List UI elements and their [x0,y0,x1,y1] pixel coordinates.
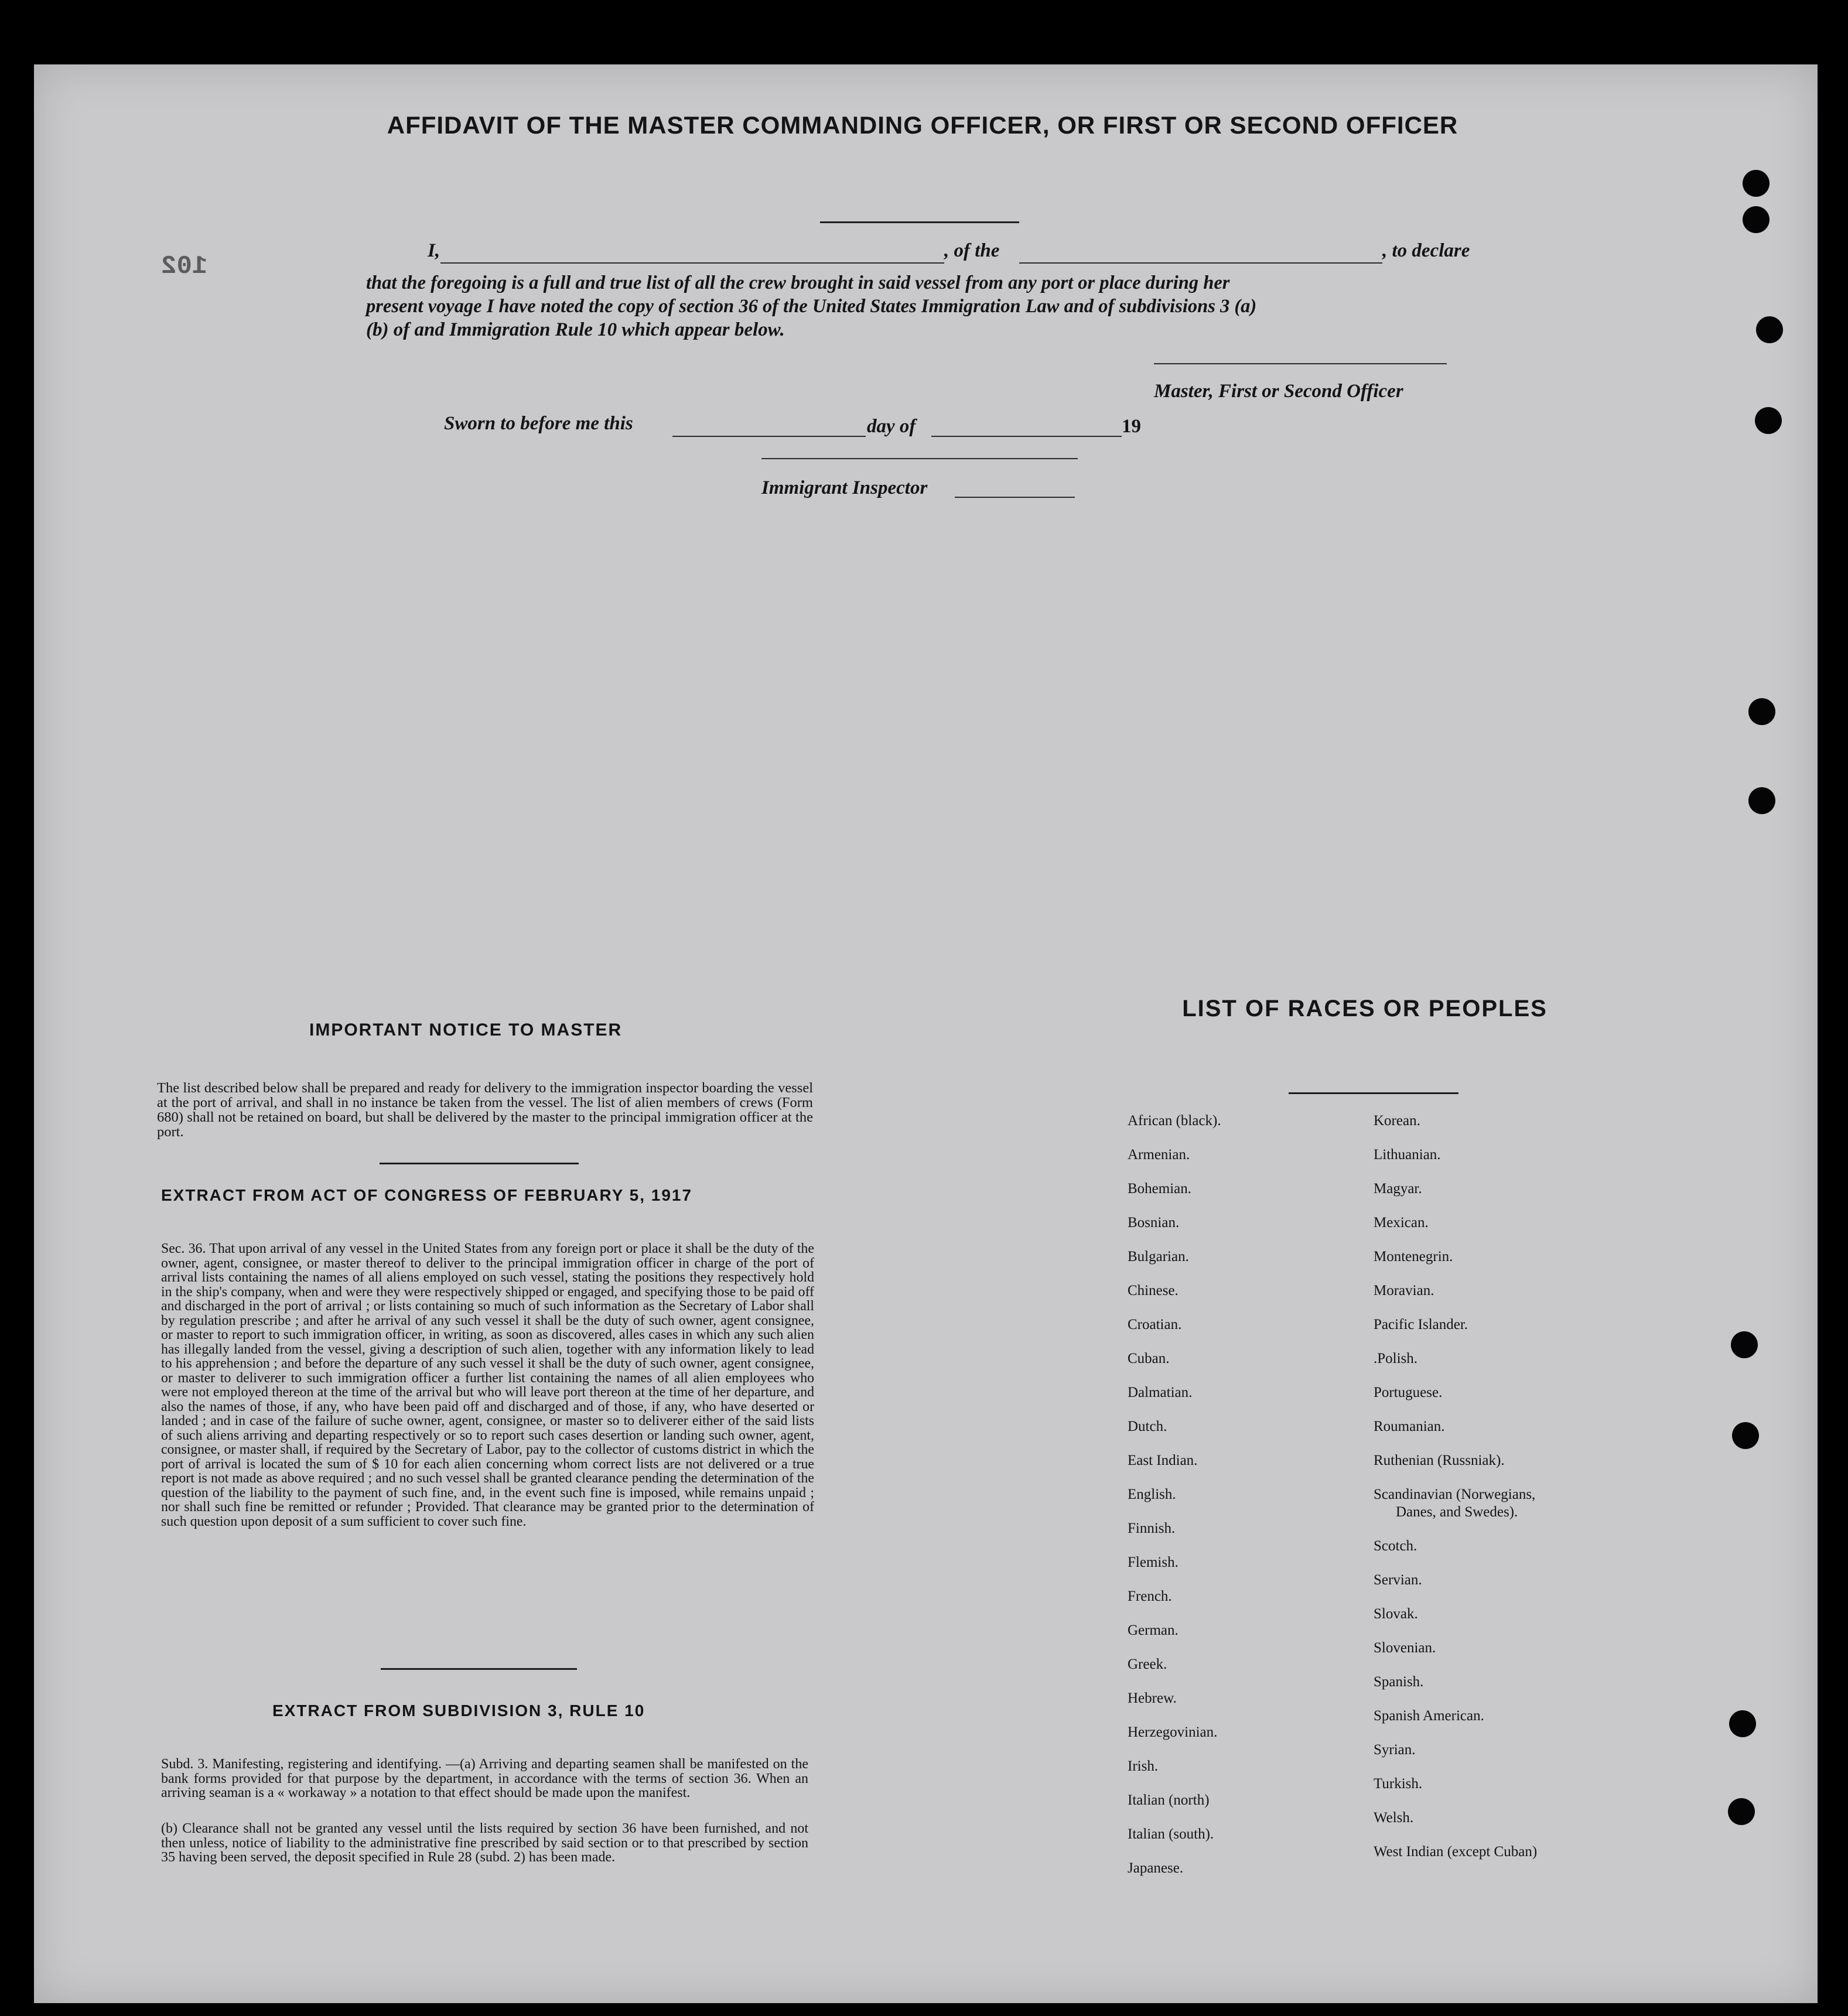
race-item: Portuguese. [1374,1385,1443,1400]
punch-hole [1748,787,1775,814]
day-of-label: day of [867,416,916,437]
race-item: Scotch. [1374,1538,1417,1554]
race-item: Flemish. [1128,1554,1179,1570]
affidavit-line1-i: I, [428,240,440,261]
races-underline [1289,1092,1458,1094]
affidavit-title: AFFIDAVIT OF THE MASTER COMMANDING OFFICER, OR FIRST OR SECOND OFFICER [387,111,1458,139]
punch-hole [1729,1710,1756,1737]
rule-text-a: Subd. 3. Manifesting, registering and identifying. —(a) Arriving and departing seamen shall be manifested on the bank forms provided for that purpose by the department, in accordance with the terms of section 36. When an arriving seaman is a « workaway » a notation to that effect should be made upon the manifest. [161,1757,808,1800]
race-item: Mexican. [1374,1215,1429,1231]
race-item: African (black). [1128,1113,1221,1129]
race-item: Scandinavian (Norwegians, [1374,1487,1536,1502]
punch-hole [1755,407,1782,434]
race-item: German. [1128,1622,1179,1638]
race-item: Ruthenian (Russniak). [1374,1453,1505,1468]
punch-hole [1743,170,1770,197]
rule-text-b: (b) Clearance shall not be granted any vessel until the lists required by section 36 have been furnished, and not then unless, notice of liability to the administrative fine prescribed by said section or to that prescribed by section 35 having been served, the deposit specified in Rule 28 (subd. 2) has been made. [161,1821,808,1865]
race-item: Chinese. [1128,1283,1179,1299]
race-item: Pacific Islander. [1374,1317,1468,1332]
punch-hole [1728,1798,1755,1825]
race-item: Lithuanian. [1374,1147,1441,1163]
race-item: Finnish. [1128,1520,1176,1536]
affidavit-line1-declare: , to declare [1382,240,1470,261]
punch-hole [1731,1331,1758,1358]
vessel-blank [1019,262,1382,264]
race-item: Turkish. [1374,1776,1423,1792]
affidavit-line2: that the foregoing is a full and true list of all the crew brought in said vessel from any port or place during her [366,272,1230,293]
race-item: Magyar. [1374,1181,1422,1197]
sworn-day-blank [672,436,866,437]
race-item: Bulgarian. [1128,1249,1189,1265]
race-item: Hebrew. [1128,1690,1177,1706]
races-column-2 [1374,1113,1537,1878]
act-text: Sec. 36. That upon arrival of any vessel in the United States from any foreign port or place it shall be the duty of the owner, agent, consignee, or master thereof to deliver to the principal immigration officer in charge of the port of arrival lists containing the names of all aliens employed on such vessel, stating the positions they respectively hold in the ship's company, when and were they were respectively shipped or engaged, and specifying those to be paid off and discharged in the port of arrival ; or lists containing so much of such information as the Secretary of Labor shall by regulation prescribe ; and after he arrival of any such vessel it shall be the duty of such owner, agent consignee, or master to report to such immigration officer, in writing, as soon as discovered, alles cases in which any such alien has illegally landed from the vessel, giving a description of such alien, together with any information likely to lead to his apprehension ; and before the departure of any such vessel it shall be the duty of such owner, agent consignee, or master to deliverer to such immigration officer a further list containing the names of all alien employees who were not employed thereon at the time of the arrival but who will leave port thereon at the time of her departure, and also the names of those, if any, who have been paid off and discharged and of those, if any, who have deserted or landed ; and in case of the failure of suche owner, agent, consignee, or master so to deliverer either of the said lists of such aliens arriving and departing respectively or so to report such cases desertion or landing such owner, agent, consignee, or master shall, if required by the Secretary of Labor, pay to the collector of customs district in which the port of arrival is located the sum of $ 10 for each alien concerning whom correct lists are not delivered or a true report is not made as above required ; and no such vessel shall be granted clearance pending the determination of the question of the liability to the payment of such fine, and, in the event such fine is imposed, while remains unpaid ; nor shall such fine be remitted or refunder ; Provided. That clearance may be granted prior to the determination of such question upon deposit of a sum sufficient to cover such fine. [161,1241,814,1529]
race-item: West Indian (except Cuban) [1374,1844,1538,1860]
race-item: Danes, and Swedes). [1396,1504,1518,1520]
race-item: Spanish. [1374,1674,1424,1690]
race-item: Greek. [1128,1656,1167,1672]
punch-hole [1748,698,1775,725]
race-item: .Polish. [1374,1351,1418,1366]
race-item: Herzegovinian. [1128,1724,1218,1740]
race-item: Syrian. [1374,1742,1416,1758]
race-item: Dalmatian. [1128,1385,1193,1400]
name-blank [440,262,944,264]
race-item: Korean. [1374,1113,1420,1129]
month-blank [931,436,1122,437]
inspector-label: Immigrant Inspector [761,477,928,498]
inspector-signature-line [761,458,1078,459]
year-prefix: 19 [1122,416,1141,437]
race-item: Armenian. [1128,1147,1190,1163]
race-item: Japanese. [1128,1860,1184,1876]
act-title: EXTRACT FROM ACT OF CONGRESS OF FEBRUARY 5, 1917 [161,1186,693,1204]
race-item: East Indian. [1128,1453,1198,1468]
title-underline [820,221,1019,223]
notice-divider [380,1163,579,1164]
race-item: Moravian. [1374,1283,1434,1299]
race-item: French. [1128,1588,1172,1604]
race-item: Slovak. [1374,1606,1418,1622]
race-item: Welsh. [1374,1810,1414,1826]
master-signature-label: Master, First or Second Officer [1154,381,1403,402]
race-item: Bohemian. [1128,1181,1192,1197]
races-column-1 [1128,1113,1221,1894]
race-item: English. [1128,1487,1176,1502]
affidavit-line1-of-the: , of the [944,240,1000,261]
master-signature-line [1154,363,1447,364]
affidavit-line3: present voyage I have noted the copy of section 36 of the United States Immigration Law and of subdivisions 3 (a) [366,296,1257,317]
race-item: Servian. [1374,1572,1422,1588]
race-item: Italian (north) [1128,1792,1210,1808]
race-item: Spanish American. [1374,1708,1484,1724]
race-item: Croatian. [1128,1317,1182,1332]
race-item: Roumanian. [1374,1419,1445,1434]
race-item: Dutch. [1128,1419,1167,1434]
sworn-text: Sworn to before me this [444,413,633,434]
rule-title: EXTRACT FROM SUBDIVISION 3, RULE 10 [272,1701,645,1720]
affidavit-line4: (b) of and Immigration Rule 10 which appear below. [366,319,785,340]
race-item: Bosnian. [1128,1215,1180,1231]
punch-hole [1743,206,1770,233]
notice-text: The list described below shall be prepared and ready for delivery to the immigration inspector boarding the vessel at the port of arrival, and shall in no instance be taken from the vessel. The list of alien members of crews (Form 680) shall not be retained on board, but shall be delivered by the master to the principal immigration officer at the port. [157,1080,813,1140]
races-title: LIST OF RACES OR PEOPLES [1182,996,1548,1021]
notice-title: IMPORTANT NOTICE TO MASTER [309,1020,623,1040]
race-item: Montenegrin. [1374,1249,1453,1265]
race-item: Cuban. [1128,1351,1170,1366]
punch-hole [1732,1422,1759,1449]
race-item: Italian (south). [1128,1826,1214,1842]
inspector-blank [955,497,1075,498]
mirrored-stamp: 102 [161,252,208,281]
act-divider [381,1668,577,1670]
race-item: Irish. [1128,1758,1159,1774]
punch-hole [1756,316,1783,343]
race-item: Slovenian. [1374,1640,1436,1656]
